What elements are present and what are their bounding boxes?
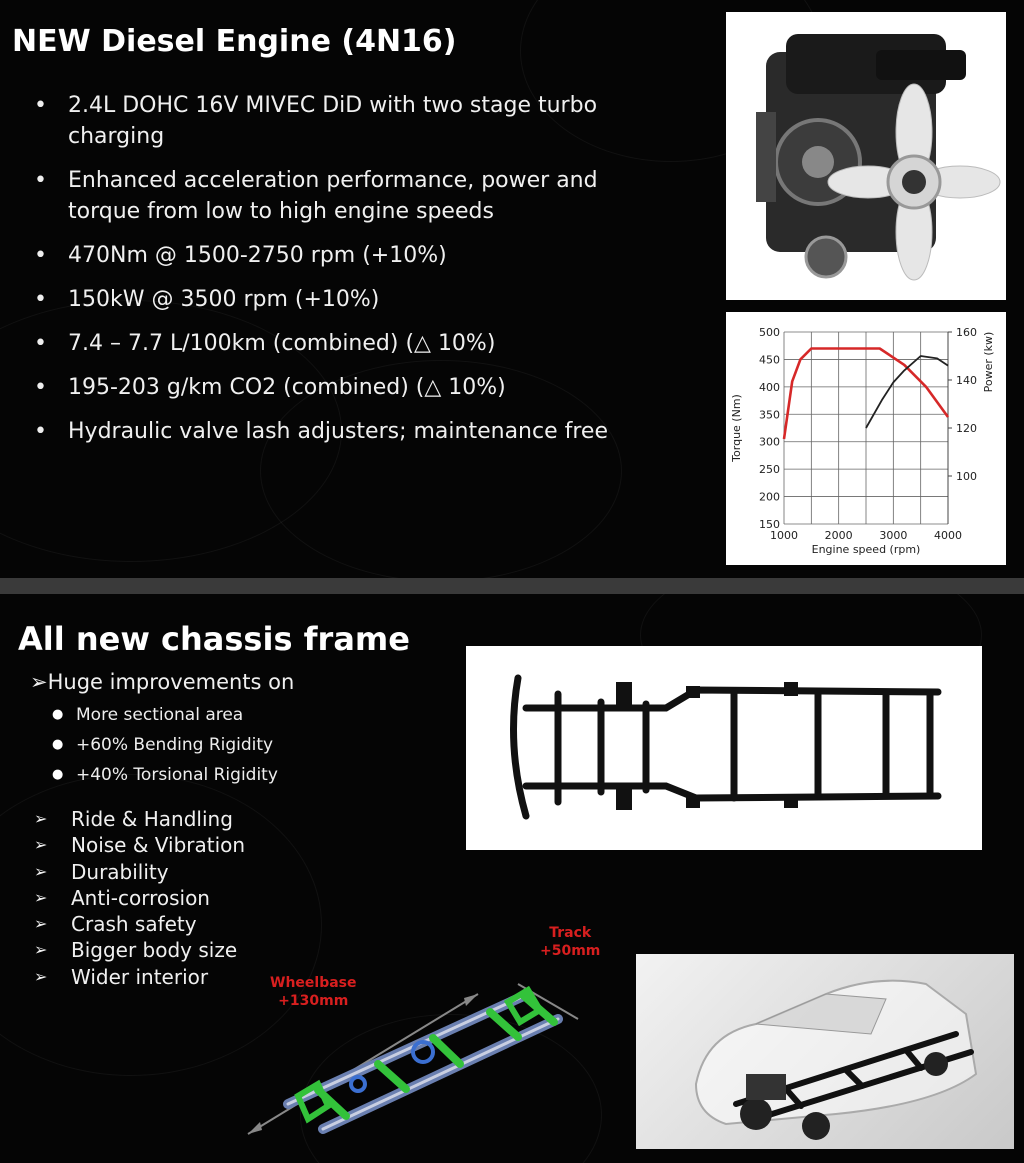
track-label-text: Track +50mm	[540, 925, 601, 959]
chassis-frame-photo	[466, 646, 982, 850]
chassis-panel	[0, 594, 1024, 1163]
x-tick-label: 2000	[824, 529, 853, 542]
track-label	[540, 924, 600, 960]
section-divider	[0, 578, 1024, 594]
engine-spec-item: • 7.4 – 7.7 L/100km (combined) (△ 10%)	[34, 328, 674, 359]
engine-spec-item: • 2.4L DOHC 16V MIVEC DiD with two stage turbo charging	[34, 90, 674, 152]
feature-item: ➢ Noise & Vibration	[34, 832, 245, 858]
improvement-item: ● +40% Torsional Rigidity	[52, 760, 278, 790]
feature-item: ➢ Wider interior	[34, 964, 245, 990]
improvements-heading: ➢Huge improvements on	[30, 670, 295, 694]
engine-spec-item: • Enhanced acceleration performance, power and torque from low to high engine speeds	[34, 165, 674, 227]
feature-list	[34, 806, 245, 990]
x-tick-label: 4000	[934, 529, 962, 542]
improvements-list	[52, 700, 278, 790]
feature-item: ➢ Bigger body size	[34, 937, 245, 963]
y2-tick-label: 120	[956, 422, 977, 435]
engine-title: NEW Diesel Engine (4N16)	[12, 24, 457, 59]
engine-photo	[726, 12, 1006, 300]
improvement-item: ● More sectional area	[52, 700, 278, 730]
x-tick-label: 3000	[879, 529, 908, 542]
wheelbase-label	[270, 974, 357, 1010]
wheelbase-label-text: Wheelbase +130mm	[270, 975, 357, 1009]
y-tick-label: 250	[759, 463, 780, 477]
feature-item: ➢ Anti-corrosion	[34, 885, 245, 911]
engine-spec-item: • 470Nm @ 1500-2750 rpm (+10%)	[34, 240, 674, 271]
engine-spec-item: • 150kW @ 3500 rpm (+10%)	[34, 284, 674, 315]
engine-spec-item: • Hydraulic valve lash adjusters; maintenance free	[34, 416, 674, 447]
y2-tick-label: 160	[956, 326, 977, 339]
y-tick-label: 200	[759, 490, 780, 504]
y-tick-label: 450	[759, 353, 780, 367]
x-axis-label: Engine speed (rpm)	[811, 543, 921, 556]
y-axis-label: Torque (Nm)	[730, 394, 743, 462]
feature-item: ➢ Ride & Handling	[34, 806, 245, 832]
y-tick-label: 500	[759, 326, 780, 339]
torque-power-chart	[726, 312, 1006, 565]
vehicle-xray-icon	[636, 954, 1014, 1149]
engine-spec-list	[34, 90, 674, 460]
y-tick-label: 400	[759, 380, 780, 394]
chart-canvas	[726, 312, 1006, 565]
y-tick-label: 300	[759, 435, 780, 449]
engine-panel	[0, 0, 1024, 578]
vehicle-xray-photo	[636, 954, 1014, 1149]
y2-axis-label: Power (kw)	[982, 331, 995, 393]
chassis-frame-icon	[466, 646, 982, 850]
engine-photo-icon	[726, 12, 1006, 300]
improvement-item: ● +60% Bending Rigidity	[52, 730, 278, 760]
feature-item: ➢ Durability	[34, 859, 245, 885]
y-tick-label: 150	[759, 518, 780, 531]
y-tick-label: 350	[759, 408, 780, 422]
x-tick-label: 1000	[770, 529, 798, 542]
y2-tick-label: 100	[956, 470, 977, 483]
chassis-title: All new chassis frame	[18, 620, 410, 658]
engine-spec-item: • 195-203 g/km CO2 (combined) (△ 10%)	[34, 372, 674, 403]
feature-item: ➢ Crash safety	[34, 911, 245, 937]
y2-tick-label: 140	[956, 374, 977, 387]
